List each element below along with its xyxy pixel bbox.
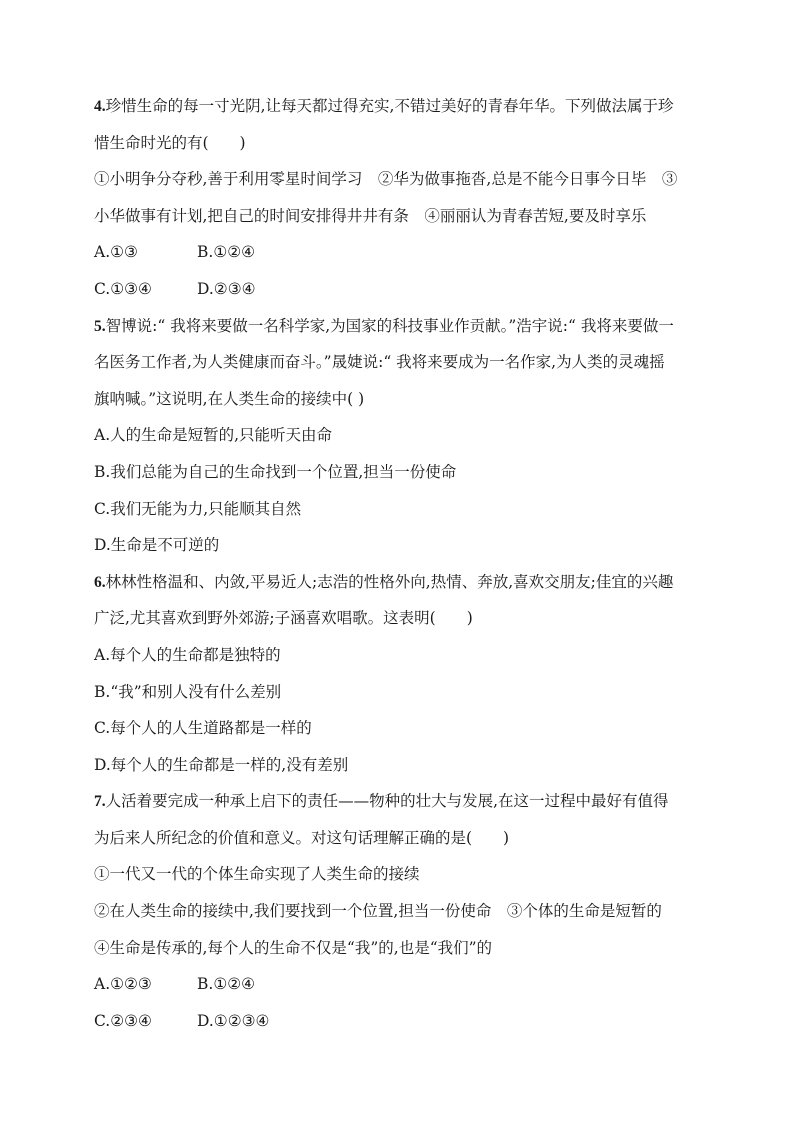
question-number: 4. [94,98,106,115]
question-7-stem-line-1: 7.人活着要完成一种承上启下的责任——物种的壮大与发展,在这一过程中最好有值得 [94,792,669,811]
option-c[interactable]: C.②③④ [94,1011,152,1030]
question-4-statement-line-2: 小华做事有计划,把自己的时间安排得井井有条 ④丽丽认为青春苦短,要及时享乐 [94,206,647,225]
option-d[interactable]: D.①②③④ [197,1011,270,1030]
question-number: 5. [94,317,106,335]
question-4-stem-line-1: 4.珍惜生命的每一寸光阴,让每天都过得充实,不错过美好的青春年华。下列做法属于珍 [94,97,674,115]
question-4-stem-line-2: 惜生命时光的有( ) [94,133,246,152]
question-7-statement-line-1: ①一代又一代的个体生命实现了人类生命的接续 [94,865,420,884]
option-c[interactable]: C.①③④ [94,279,152,298]
option-c[interactable]: C.我们无能为力,只能顺其自然 [94,499,302,518]
option-a[interactable]: A.每个人的生命都是独特的 [94,645,281,664]
option-d[interactable]: D.②③④ [197,279,256,298]
question-6-stem-line-1: 6.林林性格温和、内敛,平易近人;志浩的性格外向,热情、奔放,喜欢交朋友;佳宜的兴趣 [94,572,674,591]
question-5-stem-line-2: 名医务工作者,为人类健康而奋斗。”晟婕说:“ 我将来要成为一名作家,为人类的灵魂摇 [94,353,665,372]
question-6-stem-line-2: 广泛,尤其喜欢到野外郊游;子涵喜欢唱歌。这表明( ) [94,609,473,628]
question-7-statement-line-3: ④生命是传承的,每个人的生命不仅是“我”的,也是“我们”的 [94,938,493,957]
question-number: 6. [94,573,106,591]
question-7-option-row-1 [94,974,704,994]
option-b[interactable]: B.①②④ [197,975,256,994]
option-a[interactable]: A.①③ [94,243,138,262]
question-number: 7. [94,793,106,811]
question-4-option-row-2 [94,279,704,299]
option-a[interactable]: A.人的生命是短暂的,只能听天由命 [94,426,333,445]
option-c[interactable]: C.每个人的人生道路都是一样的 [94,719,312,738]
option-b[interactable]: B.我们总能为自己的生命找到一个位置,担当一份使命 [94,462,457,481]
option-b[interactable]: B.①②④ [197,243,256,262]
option-d[interactable]: D.生命是不可逆的 [94,536,220,555]
question-4-statement-line-1: ①小明争分夺秒,善于利用零星时间学习 ②华为做事拖沓,总是不能今日事今日毕 ③ [94,170,678,189]
question-5-stem-line-3: 旗呐喊。”这说明,在人类生命的接续中( ) [94,389,365,408]
option-d[interactable]: D.每个人的生命都是一样的,没有差别 [94,755,349,774]
question-4-option-row-1 [94,242,704,262]
question-7-stem-line-2: 为后来人所纪念的价值和意义。对这句话理解正确的是( ) [94,828,510,847]
exam-page [94,96,704,1047]
option-b[interactable]: B.“我”和别人没有什么差别 [94,682,282,701]
question-7-statement-line-2: ②在人类生命的接续中,我们要找到一个位置,担当一份使命 ③个体的生命是短暂的 [94,902,662,921]
question-7-option-row-2 [94,1011,704,1031]
option-a[interactable]: A.①②③ [94,975,152,994]
question-5-stem-line-1: 5.智博说:“ 我将来要做一名科学家,为国家的科技事业作贡献。”浩宇说:“ 我将来要做一 [94,316,674,335]
